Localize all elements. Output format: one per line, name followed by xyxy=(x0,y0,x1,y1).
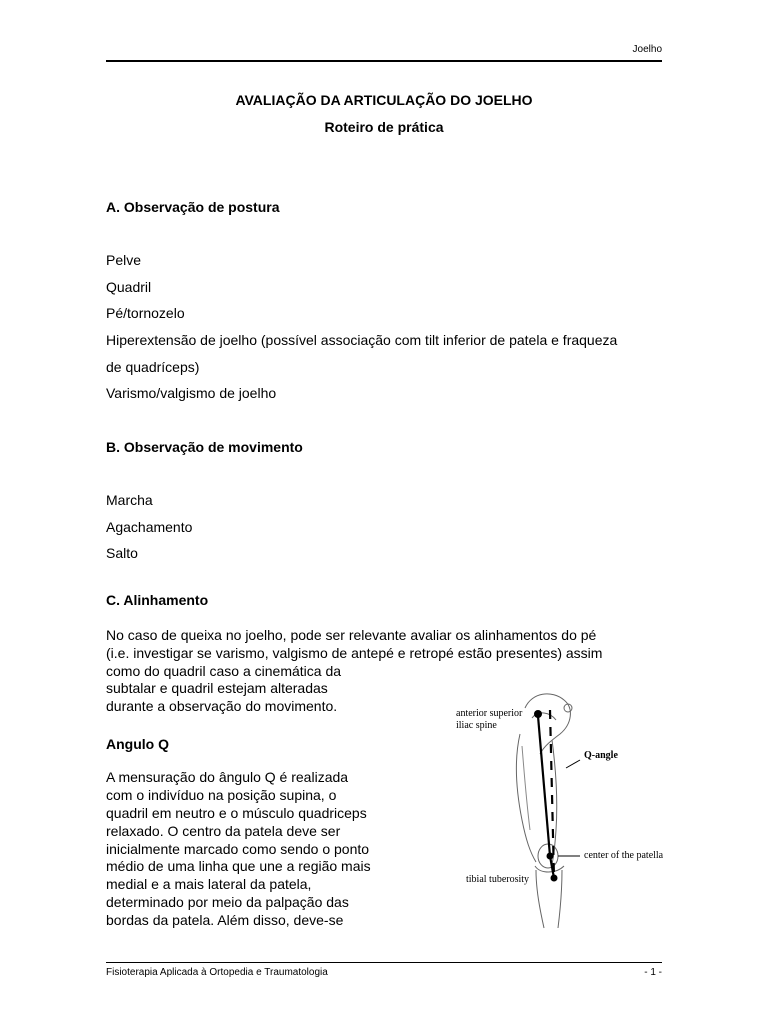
asis-to-patella-line xyxy=(538,716,550,856)
label-tibial-tuberosity: tibial tuberosity xyxy=(466,874,530,885)
angulo-q-heading: Angulo Q xyxy=(106,736,169,752)
tibial-tuberosity-point xyxy=(551,875,558,882)
section-a-item: Hiperextensão de joelho (possível associação com tilt inferior de patela e fraqueza xyxy=(106,332,618,348)
page-title: AVALIAÇÃO DA ARTICULAÇÃO DO JOELHO xyxy=(235,92,533,108)
pelvis-outline xyxy=(525,694,570,754)
running-header: Joelho xyxy=(632,44,662,55)
section-a-item: Pé/tornozelo xyxy=(106,305,185,321)
angulo-q-line: quadril em neutro e o músculo quadriceps xyxy=(106,805,367,821)
section-c-heading: C. Alinhamento xyxy=(106,592,209,608)
section-b-heading: B. Observação de movimento xyxy=(106,439,303,455)
angulo-q-line: A mensuração do ângulo Q é realizada xyxy=(106,769,349,785)
angulo-q-line: médio de uma linha que une a região mais xyxy=(106,858,371,874)
section-a-item: Pelve xyxy=(106,252,142,268)
angulo-q-line: relaxado. O centro da patela deve ser xyxy=(106,823,341,839)
angulo-q-line: com o indivíduo na posição supina, o xyxy=(106,787,337,803)
asis-point xyxy=(534,710,542,718)
angulo-q-line: bordas da patela. Além disso, deve-se xyxy=(106,912,344,928)
section-c-line: No caso de queixa no joelho, pode ser relevante avaliar os alinhamentos do pé xyxy=(106,627,597,643)
header-rule xyxy=(106,60,662,62)
footer-rule xyxy=(106,962,662,963)
section-a-item: Quadril xyxy=(106,279,152,295)
label-q-angle: Q-angle xyxy=(584,750,618,761)
q-angle-figure xyxy=(440,680,680,930)
patella-center-point xyxy=(547,853,554,860)
section-c-line: durante a observação do movimento. xyxy=(106,698,338,714)
label-center-patella: center of the patella xyxy=(584,850,664,861)
section-b-item: Salto xyxy=(106,545,138,561)
section-c-line: como do quadril caso a cinemática da xyxy=(106,663,342,679)
knee-joint-line xyxy=(535,866,564,872)
footer-page-number: - 1 - xyxy=(644,967,662,978)
section-a-heading: A. Observação de postura xyxy=(106,199,280,215)
label-asis-2: iliac spine xyxy=(456,720,497,731)
femur-shaft-line xyxy=(522,746,530,830)
section-c-line: subtalar e quadril estejam alteradas xyxy=(106,680,328,696)
section-a-item: de quadríceps) xyxy=(106,359,200,375)
section-c-line: (i.e. investigar se varismo, valgismo de antepé e retropé estão presentes) assim xyxy=(106,645,603,661)
leg-medial-outline xyxy=(558,870,562,928)
angulo-q-line: inicialmente marcado como sendo o ponto xyxy=(106,841,370,857)
page-subtitle: Roteiro de prática xyxy=(324,119,444,135)
angulo-q-line: medial e a mais lateral da patela, xyxy=(106,876,312,892)
label-asis-1: anterior superior xyxy=(456,708,523,719)
footer-course-title: Fisioterapia Aplicada à Ortopedia e Traumatologia xyxy=(106,967,328,978)
section-b-item: Marcha xyxy=(106,492,153,508)
section-b-item: Agachamento xyxy=(106,519,193,535)
leg-lateral-outline xyxy=(536,870,544,928)
angulo-q-line: determinado por meio da palpação das xyxy=(106,894,349,910)
qangle-leader xyxy=(566,760,580,768)
section-a-item: Varismo/valgismo de joelho xyxy=(106,385,277,401)
